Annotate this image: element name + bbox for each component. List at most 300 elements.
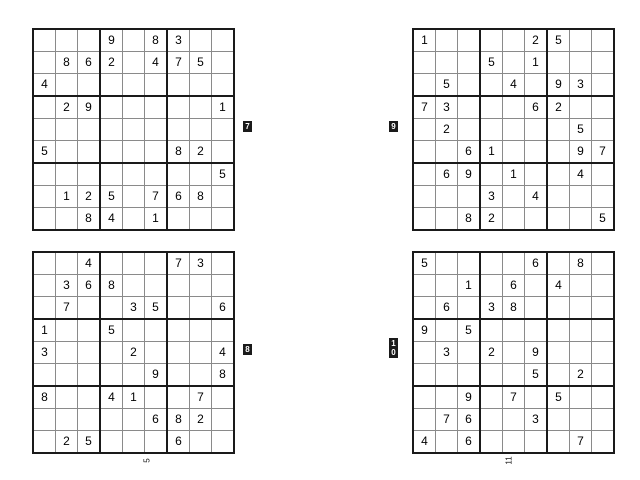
cell[interactable]	[33, 252, 56, 275]
cell[interactable]	[413, 409, 436, 431]
cell[interactable]	[78, 141, 101, 164]
cell[interactable]	[413, 186, 436, 208]
cell[interactable]	[212, 29, 235, 52]
cell[interactable]	[212, 275, 235, 297]
cell[interactable]	[525, 141, 548, 164]
cell[interactable]	[56, 342, 78, 364]
cell[interactable]: 2	[190, 409, 212, 431]
cell[interactable]	[413, 386, 436, 409]
cell[interactable]: 1	[525, 52, 548, 74]
cell[interactable]	[592, 431, 615, 454]
cell[interactable]: 1	[33, 319, 56, 342]
cell[interactable]: 4	[78, 252, 101, 275]
cell[interactable]: 8	[503, 297, 525, 320]
cell[interactable]	[167, 163, 190, 186]
cell[interactable]	[167, 319, 190, 342]
cell[interactable]: 5	[547, 29, 570, 52]
cell[interactable]	[212, 208, 235, 231]
cell[interactable]	[436, 141, 458, 164]
cell[interactable]	[525, 208, 548, 231]
cell[interactable]: 3	[525, 409, 548, 431]
cell[interactable]	[547, 119, 570, 141]
cell[interactable]	[123, 409, 145, 431]
cell[interactable]	[78, 409, 101, 431]
cell[interactable]: 6	[78, 275, 101, 297]
cell[interactable]	[547, 297, 570, 320]
cell[interactable]	[123, 208, 145, 231]
cell[interactable]: 6	[458, 141, 481, 164]
cell[interactable]: 8	[167, 141, 190, 164]
cell[interactable]	[56, 119, 78, 141]
cell[interactable]	[190, 297, 212, 320]
cell[interactable]	[212, 252, 235, 275]
cell[interactable]	[413, 208, 436, 231]
cell[interactable]	[547, 163, 570, 186]
cell[interactable]	[525, 163, 548, 186]
cell[interactable]	[56, 364, 78, 387]
cell[interactable]	[592, 252, 615, 275]
cell[interactable]	[436, 319, 458, 342]
cell[interactable]: 3	[480, 297, 503, 320]
cell[interactable]	[33, 186, 56, 208]
cell[interactable]: 2	[100, 52, 123, 74]
cell[interactable]	[123, 96, 145, 119]
cell[interactable]: 8	[570, 252, 592, 275]
cell[interactable]	[100, 163, 123, 186]
sudoku-grid[interactable]	[412, 28, 615, 231]
cell[interactable]	[56, 252, 78, 275]
cell[interactable]	[123, 52, 145, 74]
cell[interactable]	[78, 319, 101, 342]
cell[interactable]: 5	[190, 52, 212, 74]
cell[interactable]	[123, 119, 145, 141]
cell[interactable]	[56, 208, 78, 231]
cell[interactable]	[547, 252, 570, 275]
cell[interactable]	[592, 297, 615, 320]
cell[interactable]	[592, 319, 615, 342]
cell[interactable]	[167, 208, 190, 231]
cell[interactable]	[190, 364, 212, 387]
cell[interactable]: 5	[592, 208, 615, 231]
cell[interactable]: 9	[525, 342, 548, 364]
cell[interactable]	[100, 409, 123, 431]
cell[interactable]: 6	[525, 252, 548, 275]
cell[interactable]: 8	[56, 52, 78, 74]
cell[interactable]	[190, 319, 212, 342]
cell[interactable]: 9	[458, 163, 481, 186]
cell[interactable]: 6	[458, 409, 481, 431]
cell[interactable]: 9	[413, 319, 436, 342]
sudoku-grid[interactable]	[32, 28, 235, 231]
cell[interactable]	[592, 163, 615, 186]
cell[interactable]: 8	[100, 275, 123, 297]
cell[interactable]	[547, 52, 570, 74]
cell[interactable]: 4	[503, 74, 525, 97]
cell[interactable]: 1	[480, 141, 503, 164]
cell[interactable]	[123, 163, 145, 186]
cell[interactable]	[503, 364, 525, 387]
cell[interactable]	[212, 74, 235, 97]
cell[interactable]	[547, 186, 570, 208]
cell[interactable]: 8	[190, 186, 212, 208]
cell[interactable]	[190, 96, 212, 119]
cell[interactable]: 8	[458, 208, 481, 231]
cell[interactable]	[167, 342, 190, 364]
cell[interactable]	[167, 96, 190, 119]
cell[interactable]	[33, 409, 56, 431]
cell[interactable]	[525, 431, 548, 454]
cell[interactable]: 5	[145, 297, 168, 320]
cell[interactable]: 5	[458, 319, 481, 342]
cell[interactable]: 2	[56, 96, 78, 119]
cell[interactable]	[458, 252, 481, 275]
cell[interactable]: 9	[458, 386, 481, 409]
cell[interactable]	[123, 141, 145, 164]
cell[interactable]	[100, 252, 123, 275]
cell[interactable]	[436, 431, 458, 454]
cell[interactable]: 6	[436, 163, 458, 186]
cell[interactable]: 5	[525, 364, 548, 387]
cell[interactable]	[33, 431, 56, 454]
cell[interactable]: 6	[212, 297, 235, 320]
cell[interactable]	[100, 74, 123, 97]
cell[interactable]: 9	[547, 74, 570, 97]
cell[interactable]: 4	[525, 186, 548, 208]
cell[interactable]	[145, 96, 168, 119]
cell[interactable]	[56, 29, 78, 52]
cell[interactable]	[436, 208, 458, 231]
cell[interactable]	[56, 141, 78, 164]
cell[interactable]: 7	[592, 141, 615, 164]
cell[interactable]: 9	[100, 29, 123, 52]
cell[interactable]: 1	[458, 275, 481, 297]
cell[interactable]	[570, 409, 592, 431]
cell[interactable]	[100, 141, 123, 164]
cell[interactable]	[167, 74, 190, 97]
cell[interactable]: 2	[436, 119, 458, 141]
cell[interactable]: 3	[33, 342, 56, 364]
cell[interactable]	[56, 74, 78, 97]
cell[interactable]	[145, 141, 168, 164]
cell[interactable]	[413, 297, 436, 320]
cell[interactable]	[100, 364, 123, 387]
cell[interactable]	[33, 364, 56, 387]
cell[interactable]: 5	[480, 52, 503, 74]
cell[interactable]	[503, 52, 525, 74]
cell[interactable]: 4	[100, 386, 123, 409]
cell[interactable]: 5	[413, 252, 436, 275]
cell[interactable]	[123, 431, 145, 454]
cell[interactable]	[525, 74, 548, 97]
cell[interactable]	[525, 297, 548, 320]
cell[interactable]: 7	[190, 386, 212, 409]
cell[interactable]	[458, 297, 481, 320]
cell[interactable]	[100, 119, 123, 141]
cell[interactable]	[458, 186, 481, 208]
cell[interactable]	[592, 119, 615, 141]
cell[interactable]	[190, 342, 212, 364]
cell[interactable]	[436, 252, 458, 275]
cell[interactable]	[547, 409, 570, 431]
cell[interactable]	[33, 52, 56, 74]
cell[interactable]: 3	[436, 96, 458, 119]
cell[interactable]	[480, 364, 503, 387]
cell[interactable]	[570, 208, 592, 231]
cell[interactable]	[570, 297, 592, 320]
cell[interactable]	[413, 74, 436, 97]
cell[interactable]	[33, 297, 56, 320]
cell[interactable]: 2	[547, 96, 570, 119]
cell[interactable]	[480, 386, 503, 409]
cell[interactable]	[78, 74, 101, 97]
cell[interactable]	[525, 319, 548, 342]
cell[interactable]: 9	[570, 141, 592, 164]
cell[interactable]: 7	[503, 386, 525, 409]
cell[interactable]: 5	[436, 74, 458, 97]
cell[interactable]	[212, 141, 235, 164]
cell[interactable]	[123, 275, 145, 297]
cell[interactable]: 6	[436, 297, 458, 320]
cell[interactable]	[190, 275, 212, 297]
cell[interactable]	[547, 342, 570, 364]
cell[interactable]	[145, 342, 168, 364]
cell[interactable]	[100, 342, 123, 364]
cell[interactable]: 4	[212, 342, 235, 364]
cell[interactable]: 6	[78, 52, 101, 74]
cell[interactable]	[190, 163, 212, 186]
cell[interactable]	[145, 119, 168, 141]
cell[interactable]: 4	[100, 208, 123, 231]
cell[interactable]	[592, 186, 615, 208]
cell[interactable]	[436, 29, 458, 52]
cell[interactable]	[592, 409, 615, 431]
cell[interactable]	[145, 74, 168, 97]
cell[interactable]: 8	[212, 364, 235, 387]
cell[interactable]	[33, 275, 56, 297]
cell[interactable]: 2	[56, 431, 78, 454]
cell[interactable]: 4	[413, 431, 436, 454]
cell[interactable]	[123, 319, 145, 342]
cell[interactable]	[503, 208, 525, 231]
cell[interactable]	[78, 342, 101, 364]
cell[interactable]: 2	[480, 342, 503, 364]
cell[interactable]	[480, 275, 503, 297]
cell[interactable]	[33, 29, 56, 52]
cell[interactable]	[592, 275, 615, 297]
cell[interactable]: 2	[570, 364, 592, 387]
cell[interactable]: 1	[413, 29, 436, 52]
cell[interactable]: 6	[145, 409, 168, 431]
sudoku-grid[interactable]	[32, 251, 235, 454]
cell[interactable]	[480, 119, 503, 141]
cell[interactable]	[78, 163, 101, 186]
cell[interactable]: 4	[570, 163, 592, 186]
cell[interactable]	[167, 297, 190, 320]
cell[interactable]: 8	[33, 386, 56, 409]
cell[interactable]	[570, 52, 592, 74]
cell[interactable]: 1	[123, 386, 145, 409]
cell[interactable]	[570, 342, 592, 364]
cell[interactable]: 5	[100, 186, 123, 208]
cell[interactable]	[212, 52, 235, 74]
cell[interactable]	[547, 364, 570, 387]
cell[interactable]	[458, 342, 481, 364]
cell[interactable]	[592, 386, 615, 409]
cell[interactable]: 3	[56, 275, 78, 297]
cell[interactable]	[503, 342, 525, 364]
cell[interactable]: 7	[56, 297, 78, 320]
cell[interactable]: 3	[167, 29, 190, 52]
cell[interactable]	[167, 275, 190, 297]
cell[interactable]	[212, 431, 235, 454]
cell[interactable]	[56, 409, 78, 431]
cell[interactable]: 3	[190, 252, 212, 275]
cell[interactable]: 9	[145, 364, 168, 387]
cell[interactable]: 1	[145, 208, 168, 231]
cell[interactable]	[413, 141, 436, 164]
cell[interactable]	[547, 208, 570, 231]
cell[interactable]	[503, 431, 525, 454]
cell[interactable]	[123, 29, 145, 52]
cell[interactable]	[480, 96, 503, 119]
cell[interactable]	[212, 319, 235, 342]
cell[interactable]	[212, 119, 235, 141]
cell[interactable]	[436, 186, 458, 208]
cell[interactable]: 3	[123, 297, 145, 320]
cell[interactable]	[212, 186, 235, 208]
cell[interactable]	[123, 252, 145, 275]
cell[interactable]	[592, 29, 615, 52]
cell[interactable]	[458, 52, 481, 74]
cell[interactable]	[503, 96, 525, 119]
cell[interactable]	[190, 74, 212, 97]
cell[interactable]: 8	[78, 208, 101, 231]
cell[interactable]: 7	[570, 431, 592, 454]
cell[interactable]	[167, 386, 190, 409]
cell[interactable]	[570, 96, 592, 119]
cell[interactable]: 3	[480, 186, 503, 208]
cell[interactable]: 5	[212, 163, 235, 186]
cell[interactable]	[458, 364, 481, 387]
cell[interactable]	[413, 275, 436, 297]
cell[interactable]	[525, 386, 548, 409]
cell[interactable]	[480, 163, 503, 186]
cell[interactable]	[525, 275, 548, 297]
cell[interactable]	[436, 364, 458, 387]
cell[interactable]: 1	[56, 186, 78, 208]
cell[interactable]: 5	[100, 319, 123, 342]
cell[interactable]: 7	[413, 96, 436, 119]
cell[interactable]: 3	[570, 74, 592, 97]
cell[interactable]: 1	[212, 96, 235, 119]
cell[interactable]: 6	[525, 96, 548, 119]
cell[interactable]	[212, 386, 235, 409]
cell[interactable]: 7	[167, 52, 190, 74]
cell[interactable]	[570, 319, 592, 342]
cell[interactable]	[570, 275, 592, 297]
cell[interactable]	[570, 29, 592, 52]
cell[interactable]	[592, 342, 615, 364]
cell[interactable]	[56, 163, 78, 186]
cell[interactable]	[56, 319, 78, 342]
cell[interactable]	[503, 29, 525, 52]
cell[interactable]	[458, 74, 481, 97]
cell[interactable]	[78, 29, 101, 52]
cell[interactable]	[100, 431, 123, 454]
cell[interactable]: 8	[145, 29, 168, 52]
cell[interactable]	[480, 74, 503, 97]
cell[interactable]	[503, 186, 525, 208]
cell[interactable]: 6	[458, 431, 481, 454]
cell[interactable]	[56, 386, 78, 409]
cell[interactable]	[100, 297, 123, 320]
cell[interactable]	[167, 364, 190, 387]
cell[interactable]	[436, 275, 458, 297]
cell[interactable]: 2	[190, 141, 212, 164]
cell[interactable]: 5	[570, 119, 592, 141]
cell[interactable]: 2	[480, 208, 503, 231]
cell[interactable]	[480, 252, 503, 275]
cell[interactable]	[547, 431, 570, 454]
cell[interactable]	[436, 52, 458, 74]
cell[interactable]	[547, 319, 570, 342]
cell[interactable]: 6	[167, 186, 190, 208]
cell[interactable]	[78, 297, 101, 320]
cell[interactable]: 2	[78, 186, 101, 208]
cell[interactable]: 8	[167, 409, 190, 431]
cell[interactable]	[525, 119, 548, 141]
cell[interactable]	[145, 252, 168, 275]
cell[interactable]	[480, 431, 503, 454]
cell[interactable]	[592, 364, 615, 387]
cell[interactable]	[413, 364, 436, 387]
cell[interactable]	[592, 96, 615, 119]
cell[interactable]	[547, 141, 570, 164]
cell[interactable]	[480, 319, 503, 342]
cell[interactable]	[480, 409, 503, 431]
cell[interactable]	[436, 386, 458, 409]
cell[interactable]: 1	[503, 163, 525, 186]
cell[interactable]: 4	[547, 275, 570, 297]
cell[interactable]	[570, 186, 592, 208]
cell[interactable]	[123, 74, 145, 97]
cell[interactable]	[33, 163, 56, 186]
cell[interactable]: 4	[145, 52, 168, 74]
cell[interactable]	[190, 29, 212, 52]
cell[interactable]	[123, 186, 145, 208]
cell[interactable]	[592, 74, 615, 97]
cell[interactable]	[145, 386, 168, 409]
cell[interactable]	[413, 342, 436, 364]
cell[interactable]	[458, 119, 481, 141]
cell[interactable]	[145, 275, 168, 297]
cell[interactable]	[570, 386, 592, 409]
cell[interactable]	[33, 119, 56, 141]
cell[interactable]	[78, 386, 101, 409]
cell[interactable]: 9	[78, 96, 101, 119]
cell[interactable]	[212, 409, 235, 431]
cell[interactable]	[33, 208, 56, 231]
cell[interactable]: 7	[436, 409, 458, 431]
cell[interactable]	[100, 96, 123, 119]
cell[interactable]: 6	[167, 431, 190, 454]
cell[interactable]	[503, 252, 525, 275]
cell[interactable]	[413, 119, 436, 141]
cell[interactable]	[123, 364, 145, 387]
cell[interactable]: 3	[436, 342, 458, 364]
cell[interactable]	[503, 319, 525, 342]
cell[interactable]	[145, 431, 168, 454]
